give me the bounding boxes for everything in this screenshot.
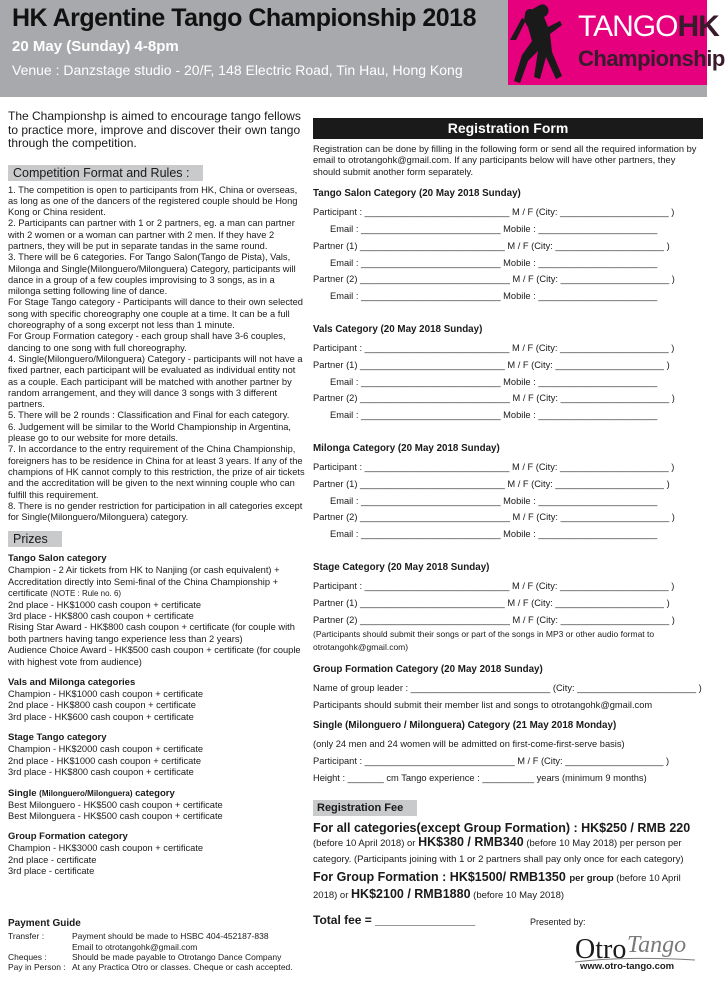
- fee-group: For Group Formation : HK$1500/ RMB1350 per group (before 10 April 2018) or HK$2100 / RMB1880 (before 10 May 2018): [313, 870, 681, 901]
- event-title: HK Argentine Tango Championship 2018: [12, 4, 476, 32]
- rule-item: For Stage Tango category - Participants will dance to their own selected song with specific choreography one couple at a time. It can be a full choreography of a song excerpt not less than 1 minute.: [8, 297, 303, 331]
- rule-item: 4. Single(Milonguero/Milonguera) Category - participants will not have a fixed partner, each participant will be evaluated as individual entity not as a couple. Each participant will be matched with another partner by random arrangement, and they will dance 3 songs with 3 different partners.: [8, 353, 303, 410]
- rule-item: 6. Judgement will be similar to the World Championship in Argentina, please go to our website for more details.: [8, 421, 292, 444]
- group-leader-field[interactable]: Name of group leader : ___________________________ (City: _______________________ ): [313, 683, 702, 694]
- participant-field[interactable]: Participant : ____________________________ M / F (City: _____________________ ): [313, 343, 675, 353]
- prizes-heading: Prizes: [8, 531, 62, 547]
- fee-all-details: (before 10 April 2018) or HK$380 / RMB340 (before 10 May 2018) per person per category. (Participants joining with 1 or 2 partners shall pay only once for each category): [313, 835, 684, 865]
- registration-column: [313, 118, 703, 927]
- rule-item: 2. Participants can partner with 1 or 2 partners, eg. a man can partner with 2 women or a woman can partner with 2 men. If they have 2 partners, they will be put in separate tandas in the same round.: [8, 218, 295, 251]
- prize-line: Rising Star Award - HK$800 cash coupon + certificate (for couple with both partners having tango experience less than 2 years): [8, 622, 295, 644]
- salon-category-title: Tango Salon Category (20 May 2018 Sunday): [313, 188, 521, 200]
- prize-line: 3rd place - HK$800 cash coupon + certificate: [8, 767, 194, 778]
- prize-vals-title: Vals and Milonga categories: [8, 677, 136, 689]
- partner-field[interactable]: Partner (2) _____________________________ M / F (City: _____________________ ): [313, 512, 675, 523]
- format-heading: Competition Format and Rules :: [8, 165, 203, 181]
- rule-item: 1. The competition is open to participants from HK, China or overseas, as long as one of the dancers of the registered couple should be Hong Kong or China resident.: [8, 184, 298, 218]
- logo-otro: Otro: [575, 934, 627, 965]
- participant-field[interactable]: Participant : ____________________________ M / F (City: _____________________ ): [313, 207, 675, 218]
- rule-item: 8. There is no gender restriction for participation in all categories except for Single(Milonguero/Milonguera) category.: [8, 500, 303, 523]
- prize-salon-title: Tango Salon category: [8, 553, 107, 565]
- prize-line: Best Milonguera - HK$500 cash coupon + certificate: [8, 810, 223, 821]
- stage-note: (Participants should submit their songs or part of the songs in MP3 or other audio format to otrotangohk@gmail.com): [313, 629, 655, 653]
- prize-line: Champion - HK$1000 cash coupon + certificate: [8, 689, 204, 700]
- info-column: [8, 110, 306, 878]
- payment-heading: Payment Guide: [8, 918, 81, 929]
- total-fee-field[interactable]: Total fee = _______________: [313, 913, 476, 928]
- email-field[interactable]: Email : ___________________________ Mobile : _______________________: [330, 224, 658, 235]
- email-field[interactable]: Email : ___________________________ Mobile : _______________________: [330, 376, 658, 387]
- partner-field[interactable]: Partner (2) _____________________________ M / F (City: _____________________ ): [313, 393, 675, 404]
- partner-field[interactable]: Partner (2) _____________________________ M / F (City: _____________________ ): [313, 614, 675, 625]
- partner-field[interactable]: Partner (1) ____________________________ M / F (City: _____________________ ): [313, 240, 670, 251]
- logo-championship: Championship: [578, 46, 725, 71]
- prize-line: Champion - HK$2000 cash coupon + certificate: [8, 744, 204, 755]
- payment-guide: Payment Guide Transfer : Payment should be made to HSBC 404-452187-838 Email to otrotangohk@gmail.com Cheques : Should be made payable to Otrotango Dance Company Pay in Person : At any Practica Otro or classes. Cheque or cash accepted.: [8, 919, 308, 972]
- partner-field[interactable]: Partner (1) ____________________________ M / F (City: _____________________ ): [313, 359, 670, 370]
- prize-line: 2nd place - HK$1000 cash coupon + certificate: [8, 599, 202, 610]
- participant-field[interactable]: Participant : ____________________________ M / F (City: _____________________ ): [313, 580, 675, 591]
- participant-field[interactable]: Participant : ____________________________ M / F (City: _____________________ ): [313, 461, 675, 472]
- prize-note: (NOTE : Rule no. 6): [50, 589, 122, 599]
- event-date: 20 May (Sunday) 4-8pm: [12, 38, 179, 55]
- prize-line: 3rd place - HK$800 cash coupon + certificate: [8, 611, 194, 622]
- tango-hk-logo: [508, 0, 725, 85]
- rules-list: [8, 185, 306, 524]
- height-experience-field[interactable]: Height : _______ cm Tango experience : __________ years (minimum 9 months): [313, 772, 647, 783]
- prize-single-title: Single (Milonguero/Milonguera) category: [8, 787, 175, 799]
- logo-tango: Tango: [627, 932, 687, 958]
- partner-field[interactable]: Partner (1) ____________________________ M / F (City: _____________________ ): [313, 478, 670, 489]
- logo-wordmark: TANGOHK: [578, 10, 719, 43]
- rule-item: 3. There will be 6 categories. For Tango Salon(Tango de Pista), Vals, Milonga and Single(Milonguero/Milonguera) Category, participants will dance in a group of a few couples improvising to 3 songs, as in a milonga setting following line of dance.: [8, 252, 296, 297]
- group-category-title: Group Formation Category (20 May 2018 Sunday): [313, 664, 543, 676]
- presented-by-label: Presented by:: [530, 917, 586, 927]
- prize-line: 2nd place - certificate: [8, 854, 97, 865]
- rule-item: 5. There will be 2 rounds : Classification and Final for each category.: [8, 410, 290, 421]
- group-note: Participants should submit their member list and songs to otrotangohk@gmail.com: [313, 700, 653, 711]
- prize-stage-title: Stage Tango category: [8, 732, 107, 744]
- participant-field[interactable]: Participant : _____________________________ M / F (City: ___________________ ): [313, 755, 670, 766]
- prize-line: 2nd place - HK$1000 cash coupon + certificate: [8, 755, 202, 766]
- event-venue: Venue : Danzstage studio - 20/F, 148 Electric Road, Tin Hau, Hong Kong: [12, 62, 463, 78]
- website-url[interactable]: www.otro-tango.com: [580, 961, 675, 972]
- fee-heading: Registration Fee: [313, 800, 417, 816]
- email-field[interactable]: Email : ___________________________ Mobile : _______________________: [330, 410, 658, 421]
- single-note: (only 24 men and 24 women will be admitted on first-come-first-serve basis): [313, 738, 625, 749]
- email-field[interactable]: Email : ___________________________ Mobile : _______________________: [330, 291, 658, 302]
- prize-line: Audience Choice Award - HK$500 cash coupon + certificate (for couple with highest vote from audience): [8, 645, 301, 667]
- prize-line: Champion - HK$3000 cash coupon + certificate: [8, 843, 204, 854]
- prize-line: Best Milonguero - HK$500 cash coupon + certificate: [8, 799, 223, 810]
- rule-item: 7. In accordance to the entry requirement of the China Championship, foreigners has to be residence in China for at least 3 years. If any of the champions of HK cannot comply to this restriction, the prize of air tickets and the accreditation will be given to the next winning couple who can fulfill this requirement.: [8, 444, 305, 500]
- rule-item: For Group Formation category - each group shall have 3-6 couples, dancing to one song with full choreography.: [8, 331, 286, 353]
- milonga-category-title: Milonga Category (20 May 2018 Sunday): [313, 442, 500, 454]
- vals-category-title: Vals Category (20 May 2018 Sunday): [313, 324, 483, 335]
- email-field[interactable]: Email : ___________________________ Mobile : _______________________: [330, 257, 658, 268]
- prize-line: 2nd place - HK$800 cash coupon + certificate: [8, 700, 196, 711]
- prize-line: Champion - 2 Air tickets from HK to Nanjing (or cash equivalent) + Accreditation directly into Semi-final of the China Championship + certificate (NOTE : Rule no. 6): [8, 565, 280, 599]
- email-field[interactable]: Email : ___________________________ Mobile : _______________________: [330, 495, 658, 506]
- prize-line: 3rd place - certificate: [8, 866, 95, 877]
- partner-field[interactable]: Partner (2) _____________________________ M / F (City: _____________________ ): [313, 274, 675, 285]
- intro-text: The Championshp is aimed to encourage tango fellows to practice more, improve and discover their own tango through the competition.: [8, 109, 301, 150]
- dancing-couple-icon: [508, 0, 578, 85]
- registration-note: Registration can be done by filling in the following form or send all the required information by email to otrotangohk@gmail.com. If any participants below will have other partners, they should submit another form separately.: [313, 144, 697, 177]
- partner-field[interactable]: Partner (1) ____________________________ M / F (City: _____________________ ): [313, 597, 670, 608]
- prize-group-title: Group Formation category: [8, 831, 128, 843]
- registration-form-heading: Registration Form: [313, 118, 703, 139]
- fee-all-categories: For all categories(except Group Formation) : HK$250 / RMB 220: [313, 821, 691, 836]
- stage-category-title: Stage Category (20 May 2018 Sunday): [313, 561, 490, 573]
- email-field[interactable]: Email : ___________________________ Mobile : _______________________: [330, 529, 658, 540]
- prize-line: 3rd place - HK$600 cash coupon + certificate: [8, 711, 194, 722]
- single-category-title: Single (Milonguero / Milonguera) Category (21 May 2018 Monday): [313, 719, 617, 731]
